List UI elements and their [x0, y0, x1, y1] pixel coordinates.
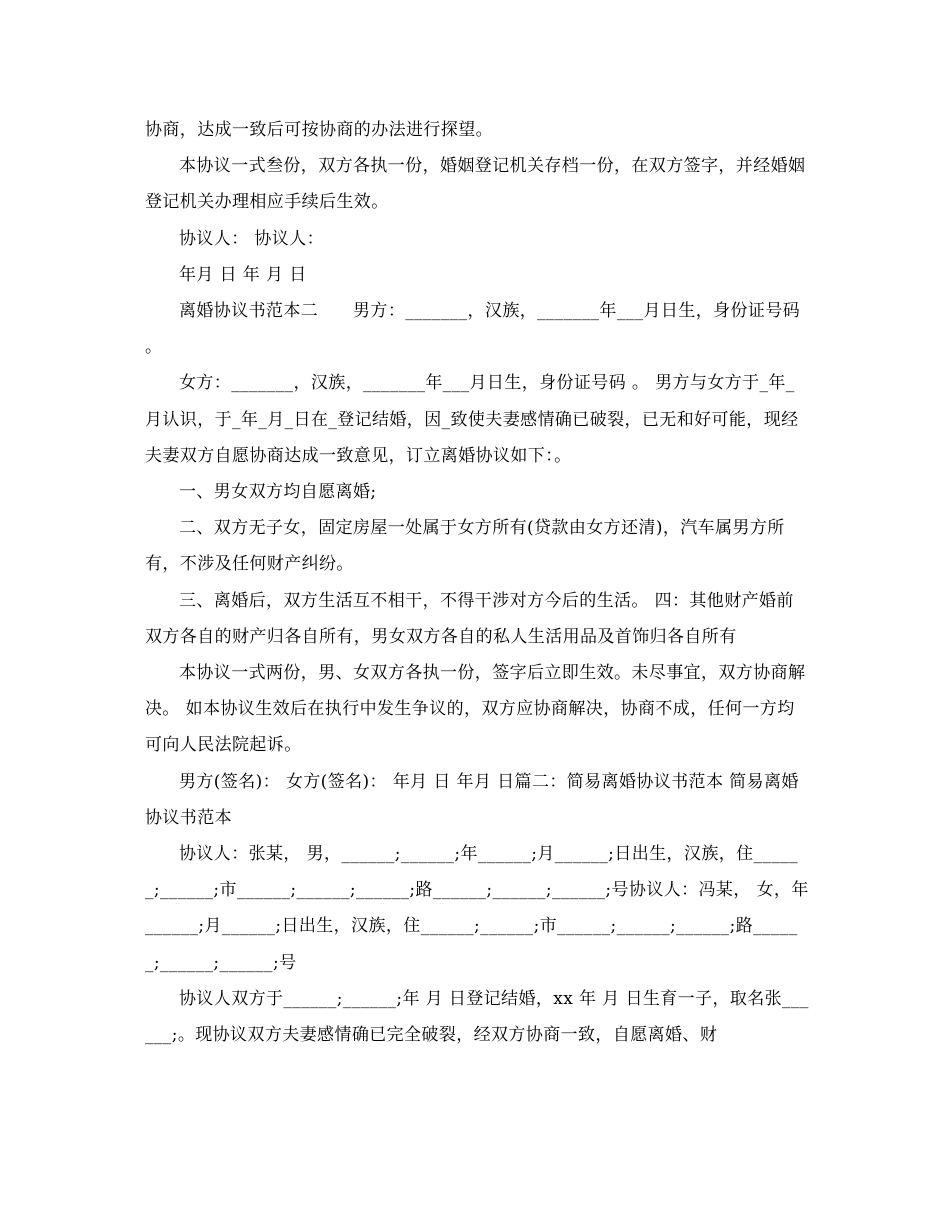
paragraph-signatories: 协议人： 协议人： — [179, 228, 325, 249]
paragraph-template-two-husband: 离婚协议书范本二 男方：_______，汉族，_______年___月日生，身份证号码 。 — [145, 301, 806, 358]
paragraph-visitation-continued: 协商，达成一致后可按协商的办法进行探望。 — [145, 120, 493, 140]
paragraph-copies-disputes: 本协议一式两份，男、女双方各执一份，签字后立即生效。未尽事宜，双方协商解决。 如本协议生效后在执行中发生争议的，双方应协商解决，协商不成，任何一方均可向人民法院起诉。 — [145, 663, 806, 756]
paragraph-signing-dates: 年月 日 年 月 日 — [179, 264, 307, 285]
paragraph-signatures-section-two: 男方(签名)： 女方(签名)： 年月 日 年月 日篇二：简易离婚协议书范本 简易离婚协议书范本 — [145, 771, 799, 828]
paragraph-clause-one: 一、男女双方均自愿离婚; — [179, 482, 377, 503]
paragraph-marriage-info: 协议人双方于______;______;年 月 日登记结婚，xx 年 月 日生育一子，取名张______;。现协议双方夫妻感情确已完全破裂，经双方协商一致，自愿离婚、财 — [145, 988, 809, 1046]
paragraph-parties-info: 协议人：张某， 男，______;______;年______;月______;日出生，汉族，住______;______;市______;______;______;路______;______;______;号协议人：冯某， 女，年______;月______;日出生，汉族，住______;______;市______;______;______;路______;______;______;号 — [145, 844, 809, 973]
paragraph-clause-three: 三、离婚后，双方生活互不相干，不得干涉对方今后的生活。 四：其他财产婚前双方各自的财产归各自所有，男女双方各自的私人生活用品及首饰归各自所有 — [145, 590, 794, 647]
paragraph-clause-two: 二、双方无子女，固定房屋一处属于女方所有(贷款由女方还清)，汽车属男方所有，不涉及任何财产纠纷。 — [145, 518, 785, 575]
paragraph-copies-effective: 本协议一式叁份，双方各执一份，婚姻登记机关存档一份，在双方签字，并经婚姻登记机关办理相应手续后生效。 — [145, 156, 806, 213]
document-page — [145, 112, 810, 1053]
paragraph-wife-background: 女方：_______，汉族，_______年___月日生，身份证号码 。 男方与女方于_年_月认识，于_年_月_日在_登记结婚，因_致使夫妻感情确已破裂，已无和好可能，现经夫妻双方自愿协商达成一致意见，订立离婚协议如下：。 — [145, 373, 799, 466]
